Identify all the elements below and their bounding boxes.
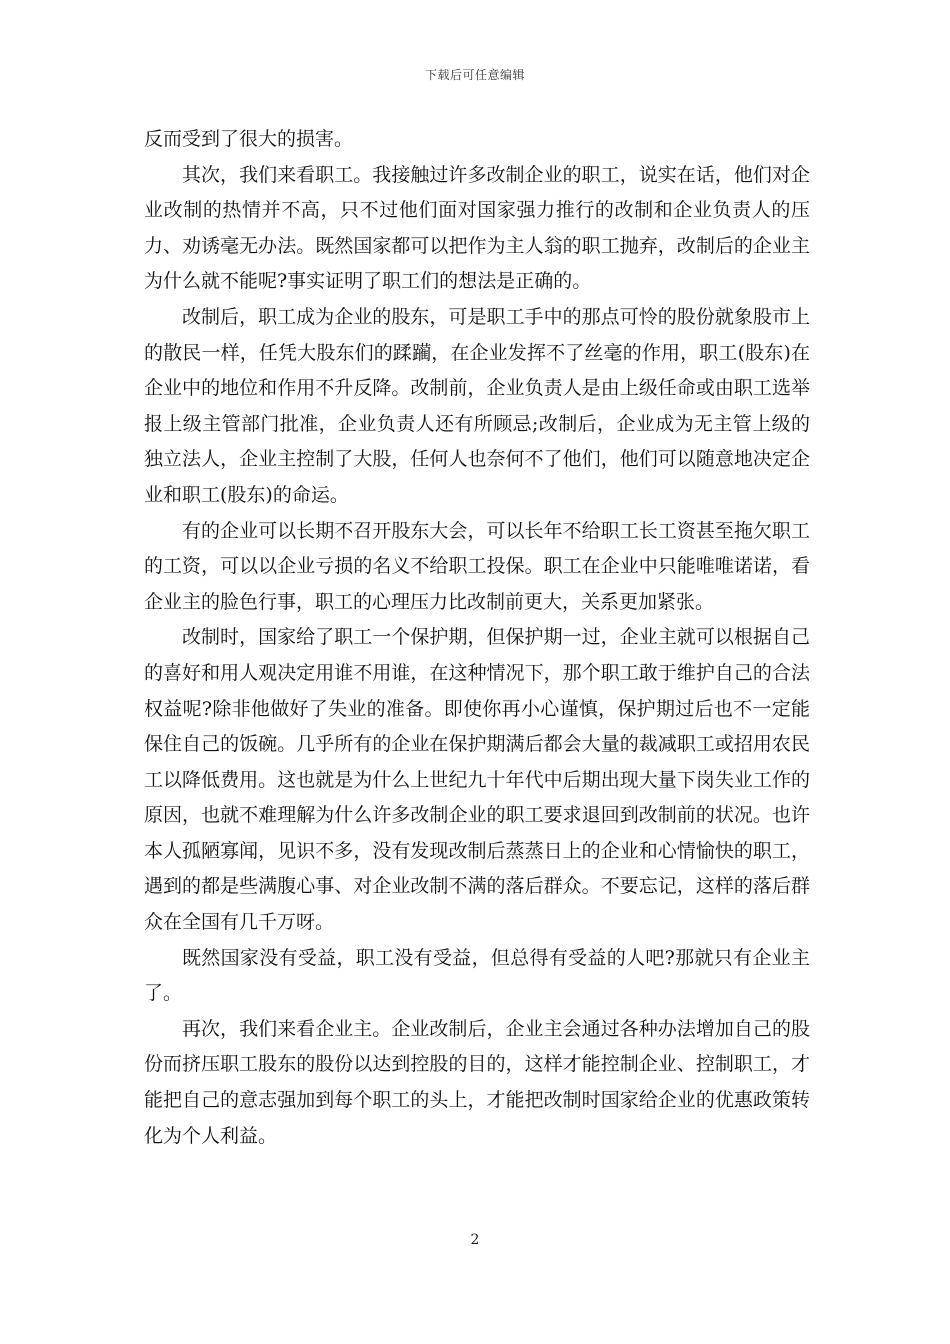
paragraph: 既然国家没有受益，职工没有受益，但总得有受益的人吧?那就只有企业主了。 [144, 946, 810, 1005]
paragraph: 改制时，国家给了职工一个保护期，但保护期一过，企业主就可以根据自己的喜好和用人观决定用谁不用谁，在这种情况下，那个职工敢于维护自己的合法权益呢?除非他做好了失业的准备。即使你再小心谨慎，保护期过后也不一定能保住自己的饭碗。几乎所有的企业在保护期满后都会大量的裁减职工或招用农民工以降低费用。这也就是为什么上世纪九十年代中后期出现大量下岗失业工作的原因，也就不难理解为什么许多改制企业的职工要求退回到改制前的状况。也许本人孤陋寡闻，见识不多，没有发现改制后蒸蒸日上的企业和心情愉快的职工，遇到的都是些满腹心事、对企业改制不满的落后群众。不要忘记，这样的落后群众在全国有几千万呀。 [144, 626, 810, 934]
paragraph: 有的企业可以长期不召开股东大会，可以长年不给职工长工资甚至拖欠职工的工资，可以以企业亏损的名义不给职工投保。职工在企业中只能唯唯诺诺，看企业主的脸色行事，职工的心理压力比改制前更大，关系更加紧张。 [144, 519, 810, 613]
page-number: 2 [470, 1232, 480, 1248]
paragraph: 再次，我们来看企业主。企业改制后，企业主会通过各种办法增加自己的股份而挤压职工股东的股份以达到控股的目的，这样才能控制企业、控制职工，才能把自己的意志强加到每个职工的头上，才能把改制时国家给企业的优惠政策转化为个人利益。 [144, 1017, 810, 1147]
paragraph: 改制后，职工成为企业的股东，可是职工手中的那点可怜的股份就象股市上的散民一样，任凭大股东们的蹂躏，在企业发挥不了丝毫的作用，职工(股东)在企业中的地位和作用不升反降。改制前，企业负责人是由上级任命或由职工选举报上级主管部门批准，企业负责人还有所顾忌;改制后，企业成为无主管上级的独立法人，企业主控制了大股，任何人也奈何不了他们，他们可以随意地决定企业和职工(股东)的命运。 [144, 305, 810, 506]
paragraph: 其次，我们来看职工。我接触过许多改制企业的职工，说实在话，他们对企业改制的热情并不高，只不过他们面对国家强力推行的改制和企业负责人的压力、劝诱毫无办法。既然国家都可以把作为主人翁的职工抛弃，改制后的企业主为什么就不能呢?事实证明了职工们的想法是正确的。 [144, 163, 810, 293]
body-text [144, 122, 810, 1154]
page-header: 下载后可任意编辑 [424, 68, 525, 82]
paragraph: 反而受到了很大的损害。 [144, 128, 354, 150]
